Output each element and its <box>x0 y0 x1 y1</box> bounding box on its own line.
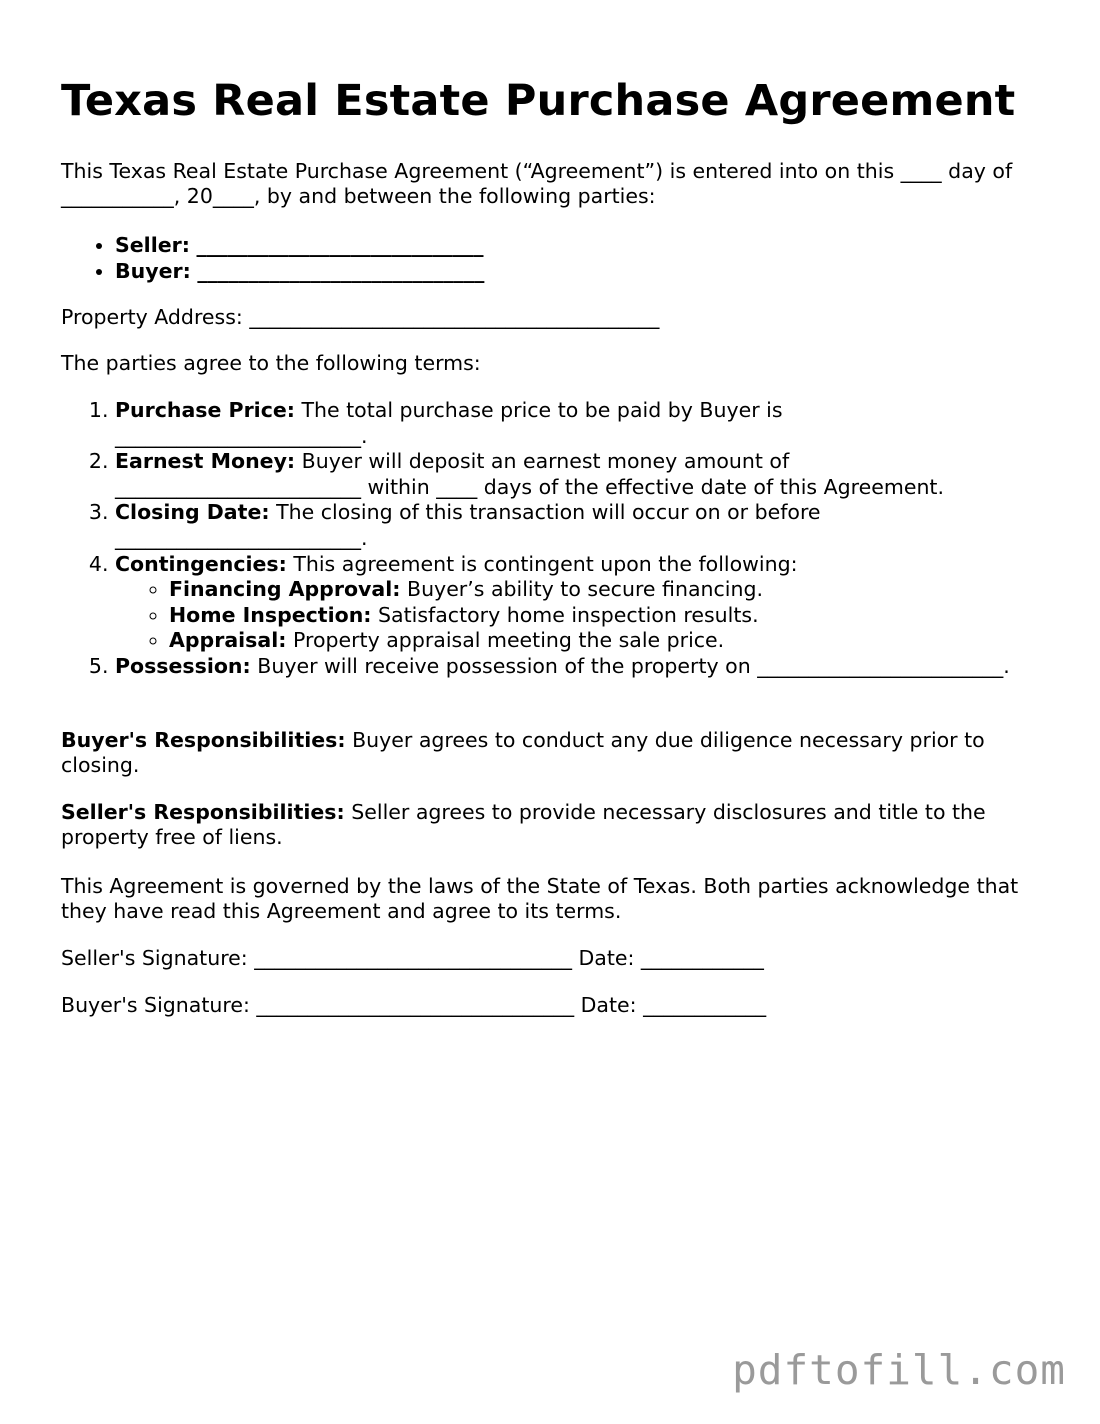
term-text: Buyer will deposit an earnest money amount of ________________________ within ____ days of the effective date of this Agreement. <box>115 449 944 499</box>
term-label: Purchase Price: <box>115 398 295 422</box>
term-label: Contingencies: <box>115 551 287 576</box>
party-buyer-label: Buyer: <box>115 259 191 283</box>
term-text: Buyer will receive possession of the property on ________________________. <box>257 653 1010 678</box>
term-closing-date <box>115 500 1041 551</box>
parties-list <box>61 232 1095 284</box>
watermark: pdftofill.com <box>732 1346 1066 1394</box>
agree-line: The parties agree to the following terms: <box>61 351 481 375</box>
terms-list <box>61 398 1041 680</box>
intro-paragraph: This Texas Real Estate Purchase Agreement (“Agreement”) is entered into on this ____ day of ___________, 20____, by and between the following parties: <box>61 159 1013 208</box>
seller-responsibilities <box>61 800 1041 850</box>
term-label: Possession: <box>115 653 251 678</box>
contingency-text: Satisfactory home inspection results. <box>378 602 759 627</box>
term-text: The total purchase price to be paid by Buyer is ________________________. <box>115 398 783 448</box>
buyer-responsibilities <box>61 728 1041 778</box>
contingency-text: Property appraisal meeting the sale price. <box>292 628 725 653</box>
term-text: The closing of this transaction will occur on or before ________________________. <box>115 500 821 550</box>
seller-signature-line[interactable]: Seller's Signature: _______________________________ Date: ____________ <box>61 946 764 970</box>
party-buyer-blank[interactable]: ____________________________ <box>197 259 485 283</box>
document-title: Texas Real Estate Purchase Agreement <box>61 76 1016 126</box>
term-label: Closing Date: <box>115 500 270 525</box>
term-label: Earnest Money: <box>115 449 296 474</box>
term-possession <box>115 654 1041 680</box>
term-contingencies <box>115 552 1041 654</box>
term-earnest-money <box>115 449 1041 500</box>
contingency-financing <box>169 577 1041 603</box>
party-seller-label: Seller: <box>115 233 190 257</box>
contingency-appraisal <box>169 628 1041 654</box>
contingencies-list <box>115 577 1041 654</box>
contingency-label: Home Inspection: <box>169 602 372 627</box>
contingency-text: Buyer’s ability to secure financing. <box>407 577 763 602</box>
term-purchase-price <box>115 398 1041 449</box>
seller-responsibilities-text: Seller agrees to provide necessary disclosures and title to the property free of liens. <box>61 800 986 849</box>
contingency-label: Appraisal: <box>169 628 287 653</box>
buyer-signature-line[interactable]: Buyer's Signature: _______________________________ Date: ____________ <box>61 993 767 1017</box>
buyer-responsibilities-text: Buyer agrees to conduct any due diligence necessary prior to closing. <box>61 728 985 777</box>
party-buyer <box>115 258 1095 284</box>
governing-law: This Agreement is governed by the laws of the State of Texas. Both parties acknowledge that they have read this Agreement and agree to its terms. <box>61 874 1019 923</box>
party-seller-blank[interactable]: ____________________________ <box>196 233 484 257</box>
seller-responsibilities-label: Seller's Responsibilities: <box>61 800 345 824</box>
party-seller <box>115 232 1095 258</box>
contingency-inspection <box>169 603 1041 629</box>
contingency-label: Financing Approval: <box>169 577 401 602</box>
property-address: Property Address: ________________________________________ <box>61 305 660 329</box>
term-text: This agreement is contingent upon the following: <box>293 551 798 576</box>
buyer-responsibilities-label: Buyer's Responsibilities: <box>61 728 346 752</box>
